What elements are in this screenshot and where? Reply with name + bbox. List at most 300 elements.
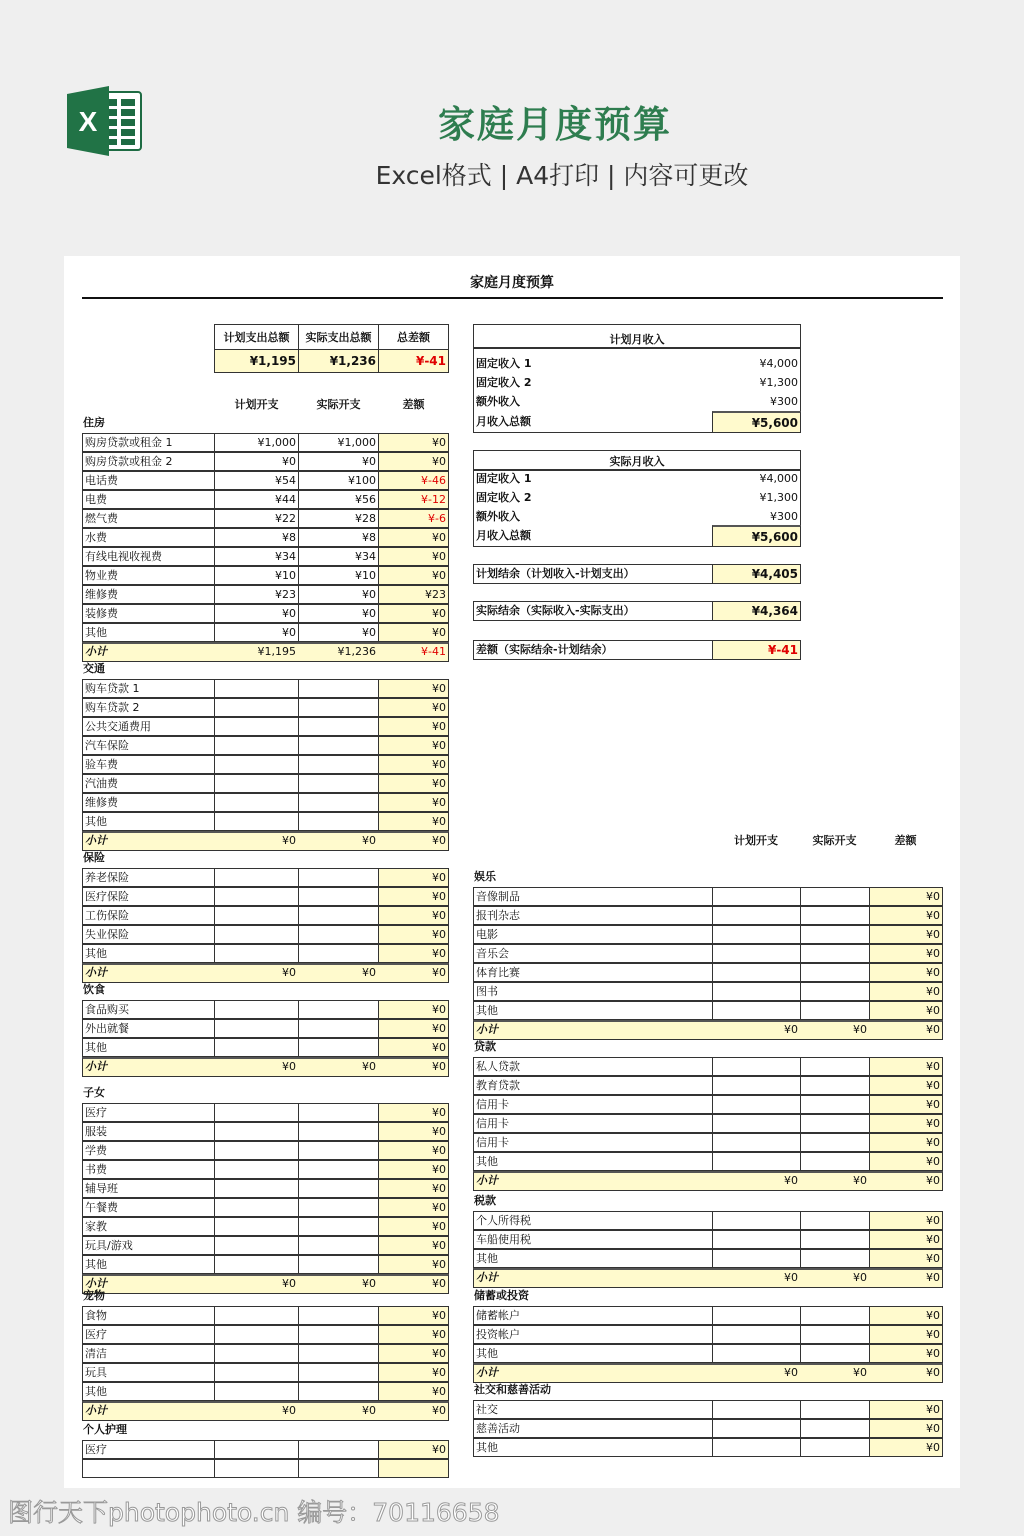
subtotal-planned: ¥0 — [282, 834, 296, 847]
planned-cell[interactable] — [214, 1198, 299, 1217]
diff-cell: ¥0 — [378, 1038, 449, 1057]
planned-cell[interactable] — [712, 1230, 801, 1249]
planned-cell[interactable] — [214, 1141, 299, 1160]
actual-cell[interactable]: ¥8 — [298, 528, 379, 547]
subtotal-diff: ¥0 — [926, 1366, 940, 1379]
actual-cell[interactable] — [298, 1217, 379, 1236]
planned-cell[interactable] — [712, 906, 801, 925]
subtotal-actual: ¥0 — [362, 966, 376, 979]
planned-cell[interactable] — [712, 1057, 801, 1076]
subtotal-label: 小计 — [85, 1404, 107, 1417]
row-label: 购房贷款或租金 2 — [82, 452, 215, 471]
subtotal-label: 小计 — [85, 966, 107, 979]
right-col-header-actual: 实际开支 — [812, 834, 857, 847]
actual-cell[interactable] — [298, 679, 379, 698]
watermark: 图行天下photophoto.cn 编号：70116658 — [8, 1498, 500, 1527]
subtotal-actual: ¥1,236 — [337, 645, 376, 658]
diff-cell: ¥0 — [378, 944, 449, 963]
actual-cell[interactable] — [800, 1076, 870, 1095]
actual-cell[interactable] — [298, 1236, 379, 1255]
subtotal-planned: ¥0 — [784, 1023, 798, 1036]
diff-cell: ¥0 — [378, 1236, 449, 1255]
row-label: 装修费 — [82, 604, 215, 623]
planned-cell[interactable] — [214, 755, 299, 774]
actual-cell[interactable] — [800, 925, 870, 944]
planned-cell[interactable] — [214, 1440, 299, 1459]
col-header-planned: 计划开支 — [234, 398, 279, 411]
row-label: 音像制品 — [473, 887, 713, 906]
actual-cell[interactable] — [298, 1179, 379, 1198]
diff-cell: ¥0 — [869, 1057, 943, 1076]
summary-header-planned: 计划支出总额 — [214, 324, 299, 350]
subtotal-actual: ¥0 — [853, 1174, 867, 1187]
subtotal-planned: ¥0 — [282, 966, 296, 979]
row-label: 失业保险 — [82, 925, 215, 944]
row-label: 食品购买 — [82, 1000, 215, 1019]
actual-cell[interactable] — [298, 944, 379, 963]
diff-cell: ¥0 — [869, 963, 943, 982]
actual-cell[interactable] — [800, 1211, 870, 1230]
subtotal-diff: ¥0 — [432, 834, 446, 847]
planned-cell[interactable] — [214, 812, 299, 831]
row-label: 购房贷款或租金 1 — [82, 433, 215, 452]
planned-cell[interactable]: ¥1,000 — [214, 433, 299, 452]
subtotal-actual: ¥0 — [362, 1277, 376, 1290]
diff-cell: ¥0 — [378, 1255, 449, 1274]
actual-income-value: ¥300 — [770, 510, 798, 523]
diff-cell: ¥-12 — [378, 490, 449, 509]
actual-cell[interactable] — [800, 887, 870, 906]
diff-cell: ¥-6 — [378, 509, 449, 528]
row-label: 玩具/游戏 — [82, 1236, 215, 1255]
planned-cell[interactable] — [214, 679, 299, 698]
planned-cell[interactable] — [214, 717, 299, 736]
row-label: 购车贷款 2 — [82, 698, 215, 717]
planned-cell[interactable] — [214, 1160, 299, 1179]
actual-cell[interactable] — [298, 1019, 379, 1038]
actual-cell[interactable] — [800, 1438, 870, 1457]
actual-cell[interactable] — [298, 887, 379, 906]
planned-income-total-label: 月收入总额 — [476, 415, 531, 428]
planned-income-label: 额外收入 — [476, 395, 520, 408]
row-label: 慈善活动 — [473, 1419, 713, 1438]
row-label: 公共交通费用 — [82, 717, 215, 736]
actual-cell[interactable]: ¥34 — [298, 547, 379, 566]
diff-cell: ¥0 — [378, 868, 449, 887]
planned-cell[interactable] — [214, 1122, 299, 1141]
actual-cell[interactable] — [298, 1000, 379, 1019]
actual-cell[interactable] — [800, 1325, 870, 1344]
actual-cell[interactable] — [800, 944, 870, 963]
diff-cell: ¥0 — [869, 1419, 943, 1438]
diff-cell: ¥0 — [869, 982, 943, 1001]
planned-income-value: ¥300 — [770, 395, 798, 408]
diff-cell: ¥23 — [378, 585, 449, 604]
summary-header-actual: 实际支出总额 — [298, 324, 379, 350]
row-label: 其他 — [82, 944, 215, 963]
planned-cell[interactable] — [214, 793, 299, 812]
actual-cell[interactable] — [800, 1095, 870, 1114]
row-label: 医疗保险 — [82, 887, 215, 906]
row-label: 报刊杂志 — [473, 906, 713, 925]
actual-cell[interactable] — [298, 925, 379, 944]
planned-cell[interactable] — [214, 1217, 299, 1236]
diff-cell: ¥0 — [869, 925, 943, 944]
subtotal-planned: ¥0 — [282, 1277, 296, 1290]
subtotal-label: 小计 — [85, 1060, 107, 1073]
row-label: 教育贷款 — [473, 1076, 713, 1095]
diff-cell: ¥0 — [869, 1095, 943, 1114]
planned-cell[interactable] — [214, 736, 299, 755]
actual-cell[interactable] — [800, 1057, 870, 1076]
planned-cell[interactable] — [712, 1344, 801, 1363]
actual-cell[interactable] — [298, 717, 379, 736]
diff-cell: ¥0 — [378, 528, 449, 547]
subtotal-actual: ¥0 — [853, 1271, 867, 1284]
planned-cell[interactable] — [712, 1076, 801, 1095]
subtotal-label: 小计 — [85, 1277, 107, 1290]
actual-cell[interactable] — [298, 1038, 379, 1057]
row-label: 养老保险 — [82, 868, 215, 887]
right-col-header-diff: 差额 — [894, 834, 917, 847]
actual-cell[interactable]: ¥100 — [298, 471, 379, 490]
actual-cell[interactable] — [800, 1001, 870, 1020]
diff-cell: ¥0 — [378, 1306, 449, 1325]
planned-cell[interactable] — [712, 887, 801, 906]
subtotal-label: 小计 — [476, 1271, 498, 1284]
subtotal-label: 小计 — [476, 1023, 498, 1036]
actual-cell[interactable]: ¥1,000 — [298, 433, 379, 452]
planned-cell[interactable] — [214, 1000, 299, 1019]
diff-cell: ¥0 — [378, 1000, 449, 1019]
planned-cell[interactable] — [712, 1306, 801, 1325]
diff-cell: ¥0 — [378, 1198, 449, 1217]
planned-income-title: 计划月收入 — [473, 324, 801, 348]
planned-cell[interactable] — [712, 963, 801, 982]
planned-cell[interactable] — [214, 1459, 299, 1478]
actual-cell[interactable] — [298, 906, 379, 925]
row-label: 食物 — [82, 1306, 215, 1325]
row-label — [82, 1459, 215, 1478]
section-title: 宠物 — [83, 1289, 105, 1302]
subtotal-actual: ¥0 — [362, 1060, 376, 1073]
subtotal-actual: ¥0 — [853, 1023, 867, 1036]
row-label: 其他 — [473, 1249, 713, 1268]
diff-cell: ¥0 — [378, 566, 449, 585]
planned-cell[interactable]: ¥44 — [214, 490, 299, 509]
col-header-diff: 差额 — [402, 398, 425, 411]
section-title: 住房 — [83, 416, 105, 429]
planned-cell[interactable] — [214, 887, 299, 906]
row-label: 信用卡 — [473, 1133, 713, 1152]
actual-cell[interactable] — [800, 906, 870, 925]
diff-cell: ¥0 — [869, 1001, 943, 1020]
title-divider — [82, 297, 943, 299]
actual-cell[interactable] — [298, 698, 379, 717]
planned-cell[interactable] — [712, 1133, 801, 1152]
planned-income-label: 固定收入 2 — [476, 376, 532, 389]
planned-cell[interactable] — [712, 1095, 801, 1114]
row-label: 午餐费 — [82, 1198, 215, 1217]
planned-cell[interactable]: ¥0 — [214, 604, 299, 623]
actual-cell[interactable] — [298, 812, 379, 831]
subtotal-planned: ¥0 — [784, 1174, 798, 1187]
actual-cell[interactable] — [298, 1382, 379, 1401]
diff-cell: ¥0 — [869, 944, 943, 963]
planned-cell[interactable] — [214, 1382, 299, 1401]
diff-cell: ¥0 — [869, 1076, 943, 1095]
diff-cell: ¥0 — [378, 717, 449, 736]
actual-cell[interactable] — [298, 1344, 379, 1363]
row-label: 维修费 — [82, 585, 215, 604]
row-label: 其他 — [82, 1038, 215, 1057]
row-label: 其他 — [473, 1152, 713, 1171]
section-title: 税款 — [474, 1194, 496, 1207]
row-label: 车船使用税 — [473, 1230, 713, 1249]
planned-cell[interactable] — [214, 906, 299, 925]
diff-cell: ¥0 — [378, 1122, 449, 1141]
diff-cell: ¥0 — [378, 1019, 449, 1038]
subtotal-label: 小计 — [476, 1366, 498, 1379]
row-label: 辅导班 — [82, 1179, 215, 1198]
actual-cell[interactable]: ¥0 — [298, 623, 379, 642]
diff-cell: ¥0 — [378, 1382, 449, 1401]
row-label: 储蓄帐户 — [473, 1306, 713, 1325]
planned-cell[interactable] — [214, 868, 299, 887]
planned-cell[interactable] — [214, 1103, 299, 1122]
section-title: 贷款 — [474, 1040, 496, 1053]
planned-cell[interactable] — [712, 982, 801, 1001]
planned-cell[interactable]: ¥0 — [214, 452, 299, 471]
diff-cell: ¥0 — [378, 433, 449, 452]
row-label: 外出就餐 — [82, 1019, 215, 1038]
row-label: 其他 — [82, 1255, 215, 1274]
actual-cell[interactable] — [298, 1459, 379, 1478]
actual-cell[interactable] — [800, 1400, 870, 1419]
row-label: 有线电视收视费 — [82, 547, 215, 566]
subtotal-diff: ¥0 — [432, 1404, 446, 1417]
diff-cell: ¥0 — [869, 1249, 943, 1268]
planned-cell[interactable] — [214, 698, 299, 717]
diff-cell: ¥0 — [378, 1179, 449, 1198]
actual-cell[interactable]: ¥0 — [298, 452, 379, 471]
col-header-actual: 实际开支 — [316, 398, 361, 411]
row-label: 物业费 — [82, 566, 215, 585]
planned-cell[interactable] — [712, 1114, 801, 1133]
actual-cell[interactable] — [800, 982, 870, 1001]
row-label: 维修费 — [82, 793, 215, 812]
diff-cell: ¥0 — [378, 1217, 449, 1236]
diff-cell: ¥0 — [869, 906, 943, 925]
spreadsheet-page — [64, 256, 960, 1488]
actual-cell[interactable] — [298, 868, 379, 887]
planned-cell[interactable] — [712, 1001, 801, 1020]
row-label: 信用卡 — [473, 1114, 713, 1133]
section-title: 娱乐 — [474, 870, 496, 883]
actual-income-label: 额外收入 — [476, 510, 520, 523]
planned-cell[interactable] — [214, 1325, 299, 1344]
planned-cell[interactable] — [214, 1344, 299, 1363]
actual-cell[interactable] — [298, 793, 379, 812]
row-label: 清洁 — [82, 1344, 215, 1363]
row-label: 汽油费 — [82, 774, 215, 793]
actual-cell[interactable] — [800, 1133, 870, 1152]
planned-cell[interactable]: ¥8 — [214, 528, 299, 547]
diff-cell: ¥0 — [378, 452, 449, 471]
planned-cell[interactable] — [712, 944, 801, 963]
diff-cell: ¥0 — [378, 604, 449, 623]
planned-cell[interactable] — [214, 1236, 299, 1255]
planned-cell[interactable]: ¥34 — [214, 547, 299, 566]
diff-cell: ¥0 — [378, 698, 449, 717]
planned-cell[interactable] — [712, 1325, 801, 1344]
section-title: 储蓄或投资 — [474, 1289, 529, 1302]
diff-cell: ¥0 — [378, 755, 449, 774]
diff-cell: ¥0 — [869, 1152, 943, 1171]
planned-cell[interactable]: ¥54 — [214, 471, 299, 490]
actual-cell[interactable] — [298, 1141, 379, 1160]
planned-cell[interactable] — [214, 944, 299, 963]
planned-cell[interactable] — [712, 1249, 801, 1268]
planned-cell[interactable] — [214, 1255, 299, 1274]
section-title: 交通 — [83, 662, 105, 675]
planned-cell[interactable] — [214, 1038, 299, 1057]
planned-cell[interactable]: ¥0 — [214, 623, 299, 642]
actual-cell[interactable] — [800, 1152, 870, 1171]
planned-cell[interactable] — [712, 1438, 801, 1457]
row-label: 音乐会 — [473, 944, 713, 963]
row-label: 家教 — [82, 1217, 215, 1236]
planned-income-total-value: ¥5,600 — [712, 411, 801, 433]
section-title: 个人护理 — [83, 1423, 127, 1436]
diff-cell: ¥0 — [869, 1211, 943, 1230]
subtotal-actual: ¥0 — [853, 1366, 867, 1379]
actual-cell[interactable] — [800, 1230, 870, 1249]
actual-cell[interactable]: ¥0 — [298, 604, 379, 623]
subtotal-planned: ¥0 — [784, 1271, 798, 1284]
actual-cell[interactable] — [298, 1198, 379, 1217]
section-title: 社交和慈善活动 — [474, 1383, 551, 1396]
planned-cell[interactable] — [214, 1179, 299, 1198]
row-label: 其他 — [473, 1001, 713, 1020]
diff-cell: ¥0 — [378, 736, 449, 755]
actual-income-total-value: ¥5,600 — [712, 525, 801, 547]
balance-actual-label: 实际结余（实际收入-实际支出） — [473, 601, 713, 621]
actual-cell[interactable] — [298, 774, 379, 793]
actual-cell[interactable]: ¥0 — [298, 585, 379, 604]
row-label: 个人所得税 — [473, 1211, 713, 1230]
row-label: 其他 — [473, 1344, 713, 1363]
row-label: 其他 — [473, 1438, 713, 1457]
subtotal-planned: ¥1,195 — [257, 645, 296, 658]
actual-cell[interactable] — [800, 1419, 870, 1438]
actual-cell[interactable] — [800, 1114, 870, 1133]
actual-cell[interactable] — [298, 1363, 379, 1382]
row-label: 学费 — [82, 1141, 215, 1160]
planned-cell[interactable] — [712, 925, 801, 944]
subtotal-diff: ¥0 — [926, 1271, 940, 1284]
balance-planned-value: ¥4,405 — [712, 564, 801, 584]
diff-cell: ¥0 — [378, 1344, 449, 1363]
actual-cell[interactable] — [298, 1160, 379, 1179]
actual-cell[interactable]: ¥28 — [298, 509, 379, 528]
planned-cell[interactable] — [712, 1152, 801, 1171]
planned-cell[interactable] — [712, 1400, 801, 1419]
actual-cell[interactable] — [298, 755, 379, 774]
actual-cell[interactable] — [298, 1255, 379, 1274]
diff-cell: ¥0 — [378, 1363, 449, 1382]
actual-cell[interactable] — [298, 1306, 379, 1325]
planned-cell[interactable] — [214, 1306, 299, 1325]
actual-cell[interactable] — [298, 1122, 379, 1141]
actual-cell[interactable] — [800, 1249, 870, 1268]
actual-cell[interactable] — [298, 1103, 379, 1122]
planned-cell[interactable]: ¥22 — [214, 509, 299, 528]
diff-cell: ¥0 — [378, 1325, 449, 1344]
planned-income-value: ¥1,300 — [759, 376, 798, 389]
planned-cell[interactable]: ¥23 — [214, 585, 299, 604]
actual-cell[interactable] — [800, 963, 870, 982]
summary-header-diff: 总差额 — [378, 324, 449, 350]
planned-cell[interactable] — [214, 1363, 299, 1382]
diff-cell — [378, 1459, 449, 1478]
section-title: 子女 — [83, 1086, 105, 1099]
actual-cell[interactable] — [298, 1325, 379, 1344]
diff-cell: ¥0 — [378, 925, 449, 944]
summary-planned-total: ¥1,195 — [214, 349, 299, 373]
actual-cell[interactable] — [298, 736, 379, 755]
planned-cell[interactable] — [214, 774, 299, 793]
row-label: 医疗 — [82, 1325, 215, 1344]
actual-cell[interactable]: ¥56 — [298, 490, 379, 509]
planned-cell[interactable] — [712, 1419, 801, 1438]
hero-title: 家庭月度预算 — [438, 103, 672, 146]
diff-cell: ¥0 — [869, 1306, 943, 1325]
hero-subtitle: Excel格式 | A4打印 | 内容可更改 — [375, 161, 749, 190]
actual-cell[interactable]: ¥10 — [298, 566, 379, 585]
diff-cell: ¥0 — [378, 1160, 449, 1179]
subtotal-planned: ¥0 — [282, 1060, 296, 1073]
actual-cell[interactable] — [298, 1440, 379, 1459]
row-label: 投资帐户 — [473, 1325, 713, 1344]
planned-cell[interactable] — [214, 925, 299, 944]
diff-cell: ¥0 — [378, 906, 449, 925]
actual-cell[interactable] — [800, 1344, 870, 1363]
actual-income-value: ¥1,300 — [759, 491, 798, 504]
diff-cell: ¥0 — [378, 679, 449, 698]
row-label: 其他 — [82, 812, 215, 831]
summary-diff-total: ¥-41 — [378, 349, 449, 373]
right-col-header-planned: 计划开支 — [734, 834, 778, 847]
actual-income-label: 固定收入 1 — [476, 472, 532, 485]
planned-cell[interactable] — [214, 1019, 299, 1038]
planned-income-value: ¥4,000 — [759, 357, 798, 370]
planned-cell[interactable] — [712, 1211, 801, 1230]
row-label: 水费 — [82, 528, 215, 547]
diff-cell: ¥0 — [378, 1141, 449, 1160]
diff-cell: ¥0 — [378, 887, 449, 906]
diff-cell: ¥-46 — [378, 471, 449, 490]
row-label: 社交 — [473, 1400, 713, 1419]
balance-diff-label: 差额（实际结余-计划结余） — [473, 640, 713, 660]
actual-income-value: ¥4,000 — [759, 472, 798, 485]
subtotal-diff: ¥0 — [926, 1174, 940, 1187]
actual-income-total-label: 月收入总额 — [476, 529, 531, 542]
actual-income-label: 固定收入 2 — [476, 491, 532, 504]
balance-planned-label: 计划结余（计划收入-计划支出） — [473, 564, 713, 584]
actual-cell[interactable] — [800, 1306, 870, 1325]
planned-cell[interactable]: ¥10 — [214, 566, 299, 585]
